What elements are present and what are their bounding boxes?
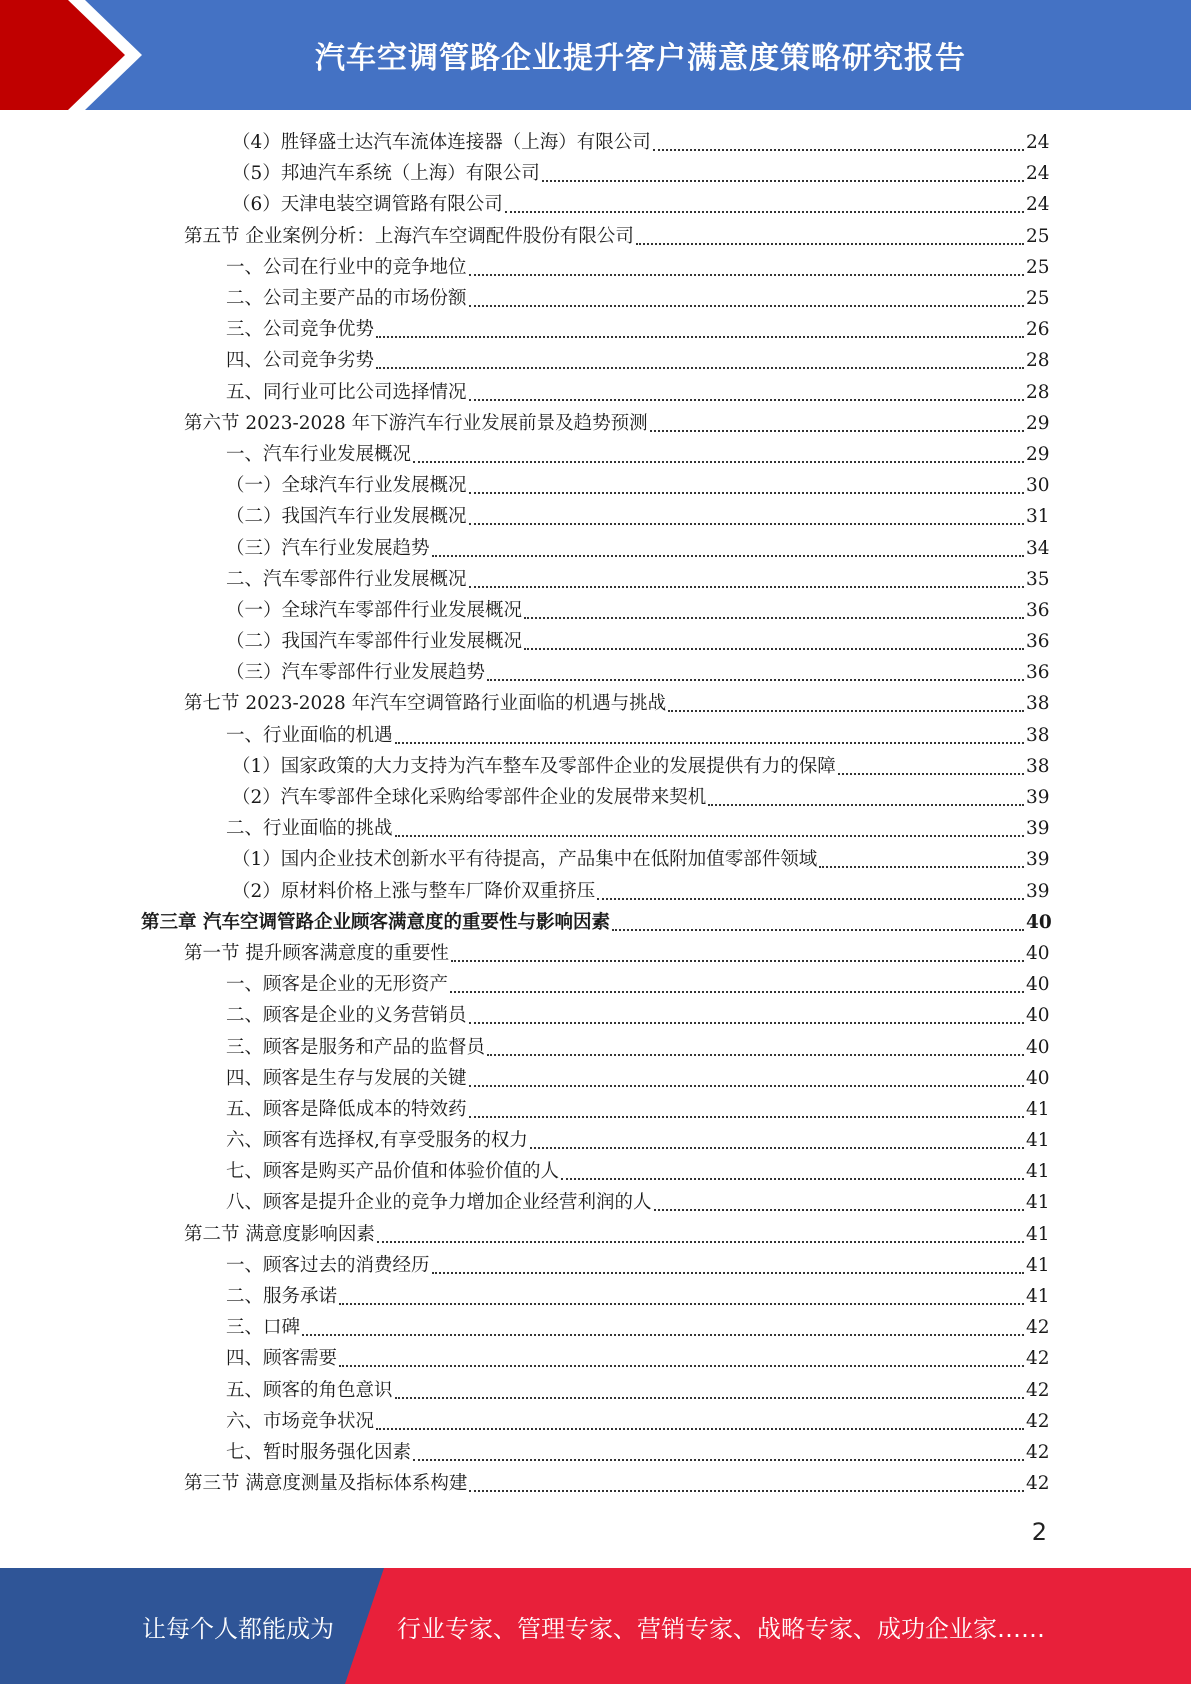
toc-entry[interactable] <box>0 938 1191 969</box>
toc-dot-leader <box>376 335 1024 338</box>
toc-entry[interactable] <box>0 1312 1191 1343</box>
toc-entry-page: 42 <box>1026 1317 1050 1339</box>
toc-entry-label: （二）我国汽车行业发展概况 <box>226 506 467 528</box>
toc-entry-label: 七、顾客是购买产品价值和体验价值的人 <box>226 1161 560 1183</box>
toc-dot-leader <box>838 772 1024 775</box>
toc-entry[interactable] <box>0 595 1191 626</box>
toc-entry-page: 25 <box>1026 288 1050 310</box>
toc-dot-leader <box>469 585 1024 588</box>
toc-entry[interactable] <box>0 1000 1191 1031</box>
toc-entry[interactable] <box>0 1437 1191 1468</box>
toc-dot-leader <box>413 460 1024 463</box>
toc-entry[interactable] <box>0 158 1191 189</box>
toc-entry[interactable] <box>0 1125 1191 1156</box>
toc-dot-leader <box>376 1427 1024 1430</box>
toc-entry[interactable] <box>0 1406 1191 1437</box>
toc-entry-label: 八、顾客是提升企业的竞争力增加企业经营利润的人 <box>226 1192 652 1214</box>
toc-entry[interactable] <box>0 564 1191 595</box>
toc-entry-label: （1）国家政策的大力支持为汽车整车及零部件企业的发展提供有力的保障 <box>232 755 836 777</box>
toc-entry[interactable] <box>0 1343 1191 1374</box>
toc-dot-leader <box>819 865 1024 868</box>
toc-entry-page: 42 <box>1026 1348 1050 1370</box>
toc-entry-page: 40 <box>1026 1036 1050 1058</box>
toc-dot-leader <box>487 678 1024 681</box>
toc-entry-page: 41 <box>1026 1161 1050 1183</box>
footer-slogan-right: 行业专家、管理专家、营销专家、战略专家、成功企业家…… <box>397 1614 1045 1643</box>
toc-entry[interactable] <box>0 283 1191 314</box>
footer-slogan-left: 让每个人都能成为 <box>142 1614 334 1643</box>
toc-dot-leader <box>654 1208 1024 1211</box>
toc-dot-leader <box>524 616 1024 619</box>
toc-entry-label: （二）我国汽车零部件行业发展概况 <box>226 631 523 653</box>
toc-entry[interactable] <box>0 876 1191 907</box>
toc-entry-label: 四、公司竞争劣势 <box>226 350 375 372</box>
toc-entry[interactable] <box>0 1219 1191 1250</box>
toc-entry-label: （2）原材料价格上涨与整车厂降价双重挤压 <box>232 880 596 902</box>
toc-dot-leader <box>668 709 1024 712</box>
toc-entry[interactable] <box>0 439 1191 470</box>
toc-dot-leader <box>469 304 1024 307</box>
toc-dot-leader <box>469 273 1024 276</box>
toc-entry-label: 四、顾客需要 <box>226 1348 338 1370</box>
toc-entry-page: 24 <box>1026 194 1050 216</box>
toc-entry-label: （5）邦迪汽车系统（上海）有限公司 <box>232 163 540 185</box>
toc-dot-leader <box>561 1177 1024 1180</box>
toc-entry-label: （2）汽车零部件全球化采购给零部件企业的发展带来契机 <box>232 787 707 809</box>
toc-entry-label: 二、行业面临的挑战 <box>226 818 393 840</box>
report-title: 汽车空调管路企业提升客户满意度策略研究报告 <box>315 41 966 76</box>
toc-dot-leader <box>469 522 1024 525</box>
toc-entry-label: 二、公司主要产品的市场份额 <box>226 288 467 310</box>
toc-entry-label: 三、顾客是服务和产品的监督员 <box>226 1036 486 1058</box>
toc-entry-page: 40 <box>1026 1067 1050 1089</box>
toc-entry-page: 24 <box>1026 163 1050 185</box>
toc-entry[interactable] <box>0 1156 1191 1187</box>
toc-dot-leader <box>505 210 1024 213</box>
toc-entry-label: 一、公司在行业中的竞争地位 <box>226 256 467 278</box>
toc-entry-page: 30 <box>1026 475 1050 497</box>
toc-entry-page: 39 <box>1026 880 1050 902</box>
toc-entry[interactable] <box>0 688 1191 719</box>
toc-entry[interactable] <box>0 377 1191 408</box>
toc-entry-label: 五、同行业可比公司选择情况 <box>226 381 467 403</box>
toc-entry-page: 40 <box>1026 1005 1050 1027</box>
toc-entry-label: （6）天津电装空调管路有限公司 <box>232 194 503 216</box>
toc-entry[interactable] <box>0 532 1191 563</box>
toc-dot-leader <box>395 1396 1024 1399</box>
toc-entry-page: 40 <box>1026 911 1052 933</box>
toc-entry[interactable] <box>0 813 1191 844</box>
toc-entry-page: 41 <box>1026 1286 1050 1308</box>
toc-entry[interactable] <box>0 1281 1191 1312</box>
page-header <box>0 0 1191 110</box>
toc-entry-label: 七、暂时服务强化因素 <box>226 1441 412 1463</box>
toc-dot-leader <box>612 928 1024 931</box>
toc-dot-leader <box>432 554 1024 557</box>
toc-entry-label: 一、顾客是企业的无形资产 <box>226 974 449 996</box>
toc-entry-label: 六、顾客有选择权,有享受服务的权力 <box>226 1130 528 1152</box>
toc-dot-leader <box>469 1115 1024 1118</box>
toc-entry-label: 三、公司竞争优势 <box>226 319 375 341</box>
toc-entry-page: 24 <box>1026 132 1050 154</box>
toc-entry-label: 五、顾客的角色意识 <box>226 1379 393 1401</box>
toc-dot-leader <box>451 959 1024 962</box>
toc-entry[interactable] <box>0 1250 1191 1281</box>
toc-entry-label: 一、汽车行业发展概况 <box>226 443 412 465</box>
toc-entry-page: 41 <box>1026 1254 1050 1276</box>
toc-entry[interactable] <box>0 345 1191 376</box>
toc-dot-leader <box>653 148 1024 151</box>
toc-dot-leader <box>597 897 1024 900</box>
toc-entry-page: 31 <box>1026 506 1050 528</box>
toc-dot-leader <box>469 1489 1024 1492</box>
table-of-contents <box>0 127 1191 1499</box>
toc-entry[interactable] <box>0 751 1191 782</box>
toc-entry-page: 41 <box>1026 1223 1050 1245</box>
toc-entry-label: 六、市场竞争状况 <box>226 1410 375 1432</box>
toc-entry[interactable] <box>0 626 1191 657</box>
toc-entry-label: （4）胜铎盛士达汽车流体连接器（上海）有限公司 <box>232 132 651 154</box>
toc-entry-label: 第七节 2023-2028 年汽车空调管路行业面临的机遇与挑战 <box>184 693 667 715</box>
toc-entry-label: 三、口碑 <box>226 1317 301 1339</box>
toc-entry[interactable] <box>0 127 1191 158</box>
toc-dot-leader <box>524 647 1024 650</box>
toc-entry[interactable] <box>0 657 1191 688</box>
toc-dot-leader <box>542 179 1024 182</box>
toc-entry-page: 38 <box>1026 693 1050 715</box>
toc-entry-page: 36 <box>1026 631 1050 653</box>
toc-dot-leader <box>339 1364 1024 1367</box>
toc-dot-leader <box>450 990 1024 993</box>
toc-entry[interactable] <box>0 782 1191 813</box>
toc-entry-page: 42 <box>1026 1410 1050 1432</box>
toc-entry-page: 36 <box>1026 599 1050 621</box>
toc-entry-label: （三）汽车行业发展趋势 <box>226 537 430 559</box>
toc-entry-label: （三）汽车零部件行业发展趋势 <box>226 662 486 684</box>
toc-entry[interactable] <box>0 408 1191 439</box>
toc-entry-page: 38 <box>1026 755 1050 777</box>
toc-entry-label: （1）国内企业技术创新水平有待提高，产品集中在低附加值零部件领域 <box>232 849 818 871</box>
toc-entry-label: （一）全球汽车行业发展概况 <box>226 475 467 497</box>
toc-entry-page: 42 <box>1026 1441 1050 1463</box>
toc-dot-leader <box>469 1084 1024 1087</box>
toc-entry-label: 二、服务承诺 <box>226 1286 338 1308</box>
toc-entry-label: 第二节 满意度影响因素 <box>184 1223 375 1245</box>
toc-entry-page: 39 <box>1026 787 1050 809</box>
toc-entry-page: 25 <box>1026 256 1050 278</box>
toc-entry[interactable] <box>0 314 1191 345</box>
toc-dot-leader <box>636 242 1024 245</box>
toc-entry[interactable] <box>0 844 1191 875</box>
toc-entry[interactable] <box>0 189 1191 220</box>
toc-entry-label: 第六节 2023-2028 年下游汽车行业发展前景及趋势预测 <box>184 412 648 434</box>
toc-entry[interactable] <box>0 1375 1191 1406</box>
toc-entry-label: 一、顾客过去的消费经历 <box>226 1254 430 1276</box>
toc-dot-leader <box>530 1146 1024 1149</box>
toc-dot-leader <box>395 741 1024 744</box>
toc-entry-page: 28 <box>1026 381 1050 403</box>
toc-entry-label: 四、顾客是生存与发展的关键 <box>226 1067 467 1089</box>
toc-entry-page: 42 <box>1026 1379 1050 1401</box>
toc-entry-page: 40 <box>1026 974 1050 996</box>
toc-entry[interactable] <box>0 1063 1191 1094</box>
toc-entry-page: 26 <box>1026 319 1050 341</box>
toc-entry-page: 29 <box>1026 412 1050 434</box>
toc-entry[interactable] <box>0 221 1191 252</box>
toc-entry-page: 36 <box>1026 662 1050 684</box>
toc-entry-label: （一）全球汽车零部件行业发展概况 <box>226 599 523 621</box>
toc-entry[interactable] <box>0 501 1191 532</box>
toc-entry[interactable] <box>0 252 1191 283</box>
toc-entry-page: 41 <box>1026 1098 1050 1120</box>
page-footer <box>0 1568 1191 1684</box>
toc-entry-page: 39 <box>1026 818 1050 840</box>
toc-dot-leader <box>376 366 1024 369</box>
toc-dot-leader <box>339 1302 1024 1305</box>
toc-entry[interactable] <box>0 1031 1191 1062</box>
toc-dot-leader <box>302 1333 1024 1336</box>
toc-dot-leader <box>469 491 1024 494</box>
toc-entry-label: 二、顾客是企业的义务营销员 <box>226 1005 467 1027</box>
toc-entry-label: 五、顾客是降低成本的特效药 <box>226 1098 467 1120</box>
toc-entry-page: 28 <box>1026 350 1050 372</box>
toc-entry-label: 第三节 满意度测量及指标体系构建 <box>184 1473 468 1495</box>
toc-entry[interactable] <box>0 720 1191 751</box>
toc-dot-leader <box>708 803 1024 806</box>
toc-entry-label: 第一节 提升顾客满意度的重要性 <box>184 942 449 964</box>
toc-entry-page: 34 <box>1026 537 1050 559</box>
toc-dot-leader <box>650 429 1024 432</box>
toc-dot-leader <box>413 1458 1024 1461</box>
toc-entry-page: 40 <box>1026 942 1050 964</box>
toc-entry-page: 41 <box>1026 1192 1050 1214</box>
toc-entry[interactable] <box>0 969 1191 1000</box>
toc-entry-page: 25 <box>1026 225 1050 247</box>
toc-entry[interactable] <box>0 1187 1191 1218</box>
toc-entry[interactable] <box>0 907 1191 938</box>
toc-entry[interactable] <box>0 470 1191 501</box>
toc-dot-leader <box>469 398 1024 401</box>
toc-entry[interactable] <box>0 1094 1191 1125</box>
toc-dot-leader <box>377 1240 1024 1243</box>
toc-dot-leader <box>395 834 1024 837</box>
toc-entry-label: 一、行业面临的机遇 <box>226 724 393 746</box>
toc-entry-page: 41 <box>1026 1130 1050 1152</box>
toc-entry-label: 第五节 企业案例分析：上海汽车空调配件股份有限公司 <box>184 225 634 247</box>
page-number: 2 <box>1031 1518 1047 1546</box>
toc-entry-page: 38 <box>1026 724 1050 746</box>
toc-entry-label: 二、汽车零部件行业发展概况 <box>226 568 467 590</box>
toc-entry[interactable] <box>0 1468 1191 1499</box>
toc-entry-page: 29 <box>1026 443 1050 465</box>
toc-entry-page: 35 <box>1026 568 1050 590</box>
toc-dot-leader <box>487 1053 1024 1056</box>
toc-dot-leader <box>432 1271 1024 1274</box>
toc-entry-page: 42 <box>1026 1473 1050 1495</box>
toc-entry-label: 第三章 汽车空调管路企业顾客满意度的重要性与影响因素 <box>141 911 610 933</box>
toc-entry-page: 39 <box>1026 849 1050 871</box>
toc-dot-leader <box>469 1021 1024 1024</box>
